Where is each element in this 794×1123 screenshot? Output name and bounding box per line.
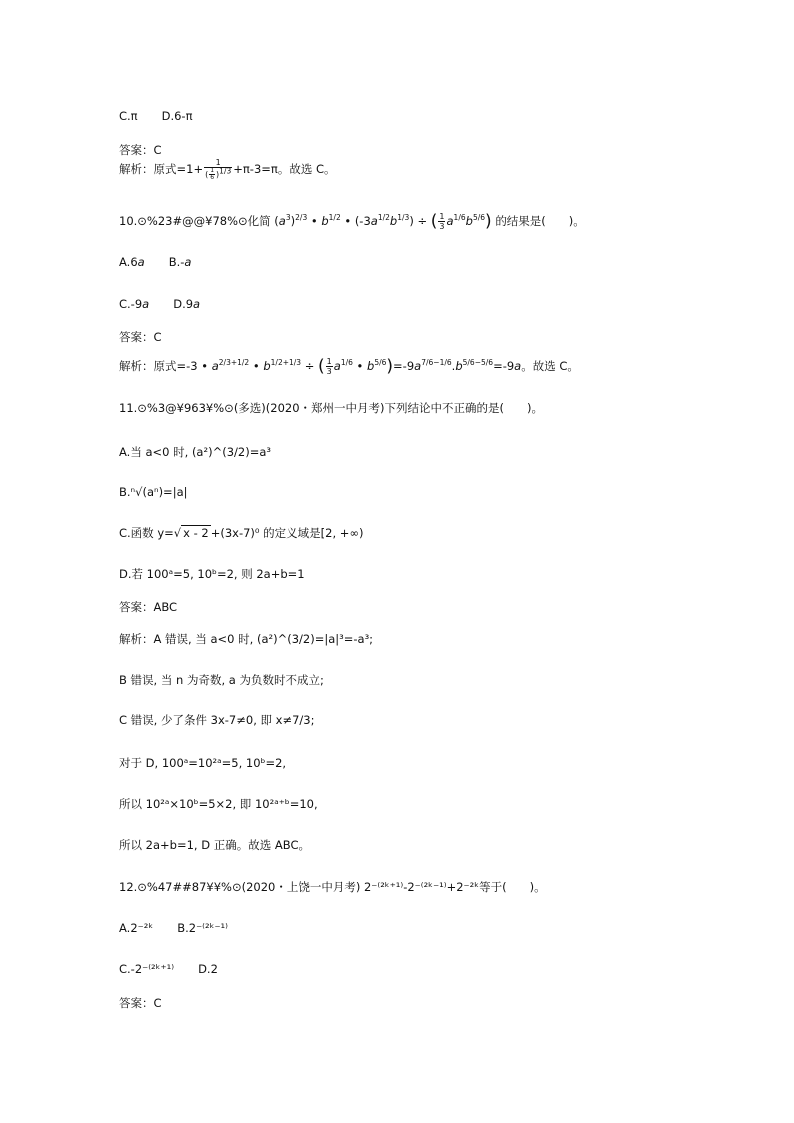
q12-option-a: A.2⁻²ᵏ — [119, 921, 154, 935]
q11-option-b: B.ⁿ√(aⁿ)=|a| — [119, 485, 188, 499]
q11-exp-1: 解析：A 错误, 当 a<0 时, (a²)^(3/2)=|a|³=-a³; — [119, 632, 374, 646]
q11-c-pre: C.函数 y= — [119, 526, 174, 540]
q12-options-cd — [119, 961, 218, 977]
option-d: D.6-π — [161, 109, 193, 123]
q11-exp-3: C 错误, 少了条件 3x-7≠0, 即 x≠7/3; — [119, 713, 315, 727]
q10-prefix: 10.⊙%23#@@¥78%⊙化简 — [119, 214, 271, 228]
q10-exp-mid: =-9 — [393, 359, 415, 373]
q11-option-d: D.若 100ᵃ=5, 10ᵇ=2, 则 2a+b=1 — [119, 567, 305, 581]
q10-suffix: 的结果是( )。 — [495, 214, 585, 228]
q10-option-d: D.9 — [173, 297, 194, 311]
q10-answer: 答案：C — [119, 330, 162, 344]
q11-answer: 答案：ABC — [119, 600, 178, 614]
option-c: C.π — [119, 109, 138, 123]
q10-stem: 10.⊙%23#@@¥78%⊙化简 $(a^3)^{2/3}$ • $b^{1/2}$ • $(-3a^{1/2}b^{1/3})$ ÷ ( $\frac{1}{3}$ $a^{1/6}b^{5/6}$) 的结果是( )。 — [119, 211, 585, 232]
q11-exp-5: 所以 10²ᵃ×10ᵇ=5×2, 即 10²ᵃ⁺ᵇ=10, — [119, 797, 318, 811]
q11-c-post: +(3x-7)⁰ 的定义域是[2, +∞) — [210, 526, 364, 540]
q12-option-c: C.-2⁻⁽²ᵏ⁺¹⁾ — [119, 962, 175, 976]
q11-exp-6: 所以 2a+b=1, D 正确。故选 ABC。 — [119, 838, 310, 852]
q10-exp-pre: 解析：原式=-3 — [119, 359, 198, 373]
q10-option-a: A.6 — [119, 255, 138, 269]
q11-option-a: A.当 a<0 时, (a²)^(3/2)=a³ — [119, 445, 271, 459]
q9-answer: 答案：C — [119, 143, 162, 157]
q10-exp-end: 。故选 C。 — [521, 359, 579, 373]
q10-option-c: C.-9 — [119, 297, 143, 311]
q11-exp-4: 对于 D, 100ᵃ=10²ᵃ=5, 10ᵇ=2, — [119, 756, 287, 770]
q9-fraction: 1 ( $\frac{1}{6}$ )$^{1/3}$ — [205, 158, 232, 181]
q10-explanation: 解析：原式=-3 • $a^{2/3+1/2}$ • $b^{1/2+1/3}$ ÷ ( $\frac{1}{3}$ $a^{1/6}$ • $b^{5/6})=-9a^{7/6-1/6}.b^{5/6-5/6}=-9a$。故选 C。 — [119, 356, 579, 377]
q12-option-d: D.2 — [198, 962, 218, 976]
q11-option-c: C.函数 y=√ x - 2 +(3x-7)⁰ 的定义域是[2, +∞) — [119, 526, 364, 540]
q11-c-sqrt: x - 2 — [183, 526, 209, 540]
q12-answer: 答案：C — [119, 996, 162, 1010]
q12-stem: 12.⊙%47##87¥¥%⊙(2020・上饶一中月考) 2⁻⁽²ᵏ⁺¹⁾-2⁻⁽²ᵏ⁻¹⁾+2⁻²ᵏ等于( )。 — [119, 880, 546, 894]
q10-option-b: B.- — [168, 255, 185, 269]
q10-options-ab: A.6a B.-a — [119, 255, 192, 269]
q9-exp-pre: 解析：原式=1+ — [119, 162, 204, 176]
q12-option-b: B.2⁻⁽²ᵏ⁻¹⁾ — [177, 921, 228, 935]
q11-exp-2: B 错误, 当 n 为奇数, a 为负数时不成立; — [119, 673, 324, 687]
q12-options-ab — [119, 920, 228, 936]
q11-stem: 11.⊙%3@¥963¥%⊙(多选)(2020・郑州一中月考)下列结论中不正确的是( )。 — [119, 401, 543, 415]
q9-exp-post: +π-3=π。故选 C。 — [233, 162, 336, 176]
q10-options-cd: C.-9a D.9a — [119, 297, 201, 311]
q9-explanation — [119, 158, 336, 181]
q9-options-cd — [119, 108, 193, 124]
